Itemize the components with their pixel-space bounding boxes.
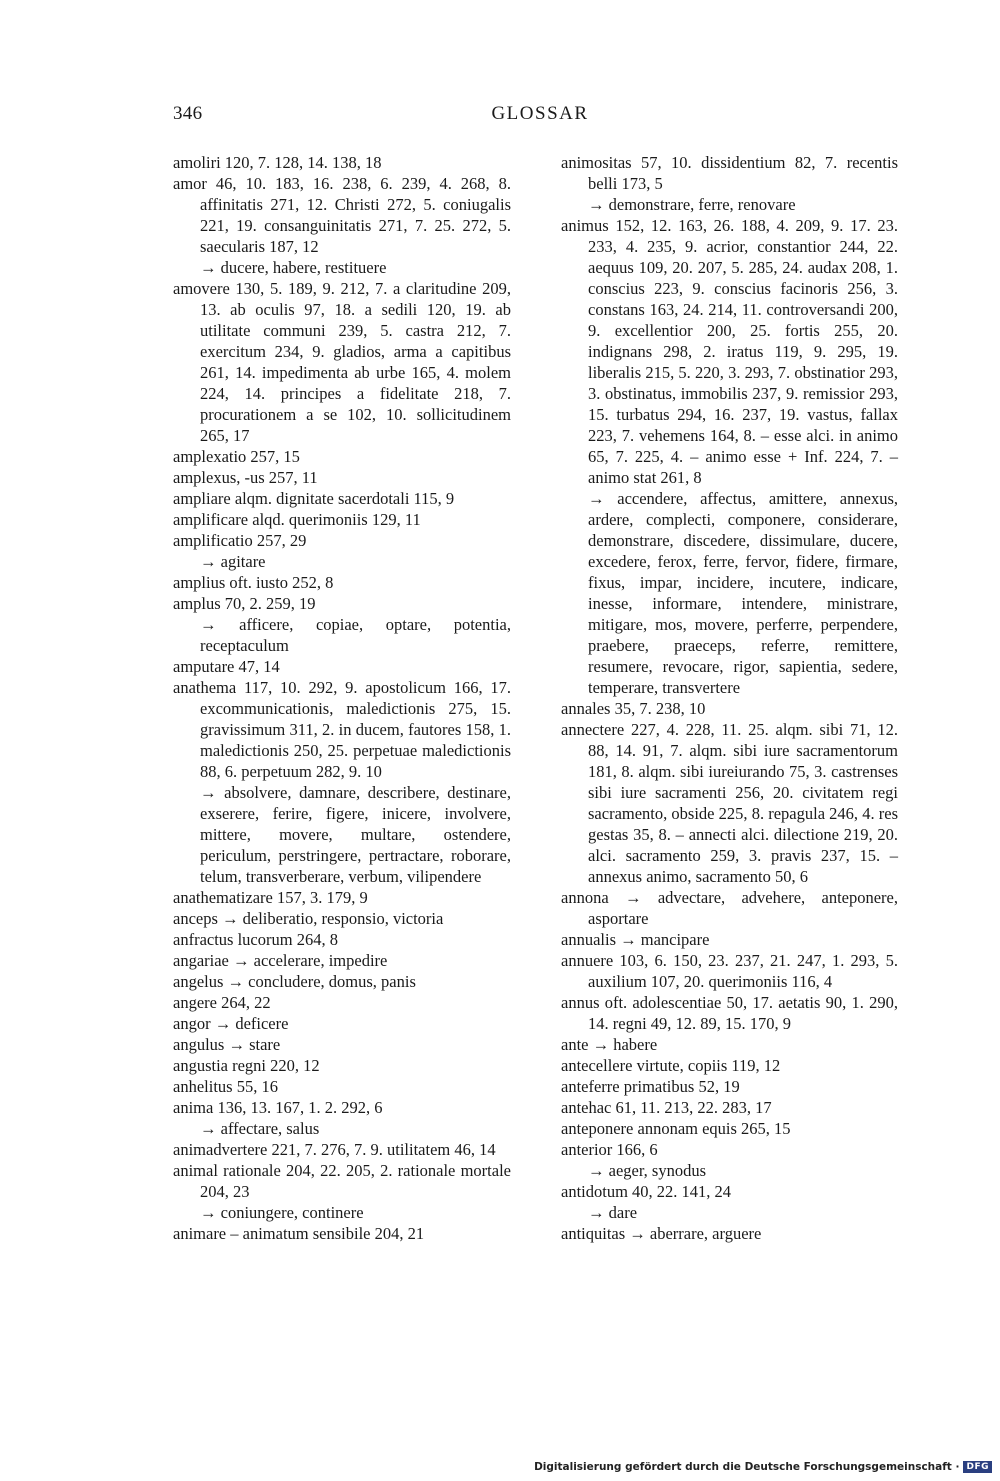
left-column <box>173 152 511 1244</box>
glossary-entry: anteponere annonam equis 265, 15 <box>561 1119 791 1138</box>
glossary-entry: angelus → concludere, domus, panis <box>173 972 416 991</box>
glossary-entry: amoliri 120, 7. 128, 14. 138, 18 <box>173 153 382 172</box>
glossary-entry: amplius oft. iusto 252, 8 <box>173 573 334 592</box>
cross-reference: → affectare, salus <box>200 1119 320 1138</box>
glossary-entry: annales 35, 7. 238, 10 <box>561 699 706 718</box>
glossary-entry: angor → deficere <box>173 1014 289 1033</box>
cross-reference: → agitare <box>200 552 266 571</box>
glossary-entry: amor 46, 10. 183, 16. 238, 6. 239, 4. 268, 8. affinitatis 271, 12. Christi 272, 5. coniugalis 221, 19. consanguinitatis 271, 7. 25. 272, 5. saecularis 187, 12 <box>173 174 511 256</box>
glossary-entry: annuere 103, 6. 150, 23. 237, 21. 247, 1. 293, 5. auxilium 107, 20. querimoniis 116, 4 <box>561 951 898 991</box>
glossary-entry: amovere 130, 5. 189, 9. 212, 7. a claritudine 209, 13. ab oculis 97, 18. a sedili 120, 19. ab utilitate communi 239, 5. castra 212, 7. exercitum 234, 9. gladios, arma a capitibus 261, 14. impedimenta ab urbe 165, 4. molem 224, 14. principes a fidelitate 218, 7. procurationem a se 102, 10. sollicitudinem 265, 17 <box>173 279 511 445</box>
glossary-entry: anima 136, 13. 167, 1. 2. 292, 6 <box>173 1098 383 1117</box>
glossary-entry: amputare 47, 14 <box>173 657 280 676</box>
cross-reference: → dare <box>588 1203 638 1222</box>
cross-reference: → afficere, copiae, optare, potentia, receptaculum <box>200 615 511 655</box>
glossary-entry: angulus → stare <box>173 1035 281 1054</box>
right-column <box>561 152 898 1244</box>
glossary-entry: amplus 70, 2. 259, 19 <box>173 594 316 613</box>
glossary-entry: annona → advectare, advehere, anteponere, asportare <box>561 888 898 928</box>
glossary-entry: annus oft. adolescentiae 50, 17. aetatis 90, 1. 290, 14. regni 49, 12. 89, 15. 170, 9 <box>561 993 898 1033</box>
glossary-entry: animositas 57, 10. dissidentium 82, 7. recentis belli 173, 5 <box>561 153 898 193</box>
cross-reference: → aeger, synodus <box>588 1161 707 1180</box>
glossary-entry: antehac 61, 11. 213, 22. 283, 17 <box>561 1098 772 1117</box>
glossary-entry: animare – animatum sensibile 204, 21 <box>173 1224 425 1243</box>
glossary-entry: ante → habere <box>561 1035 658 1054</box>
cross-reference: → ducere, habere, restituere <box>200 258 387 277</box>
glossary-entry: antiquitas → aberrare, arguere <box>561 1224 762 1243</box>
glossary-entry: anhelitus 55, 16 <box>173 1077 278 1096</box>
glossary-entry: antecellere virtute, copiis 119, 12 <box>561 1056 781 1075</box>
glossary-entry: angustia regni 220, 12 <box>173 1056 320 1075</box>
glossary-entry: amplificare alqd. querimoniis 129, 11 <box>173 510 421 529</box>
glossary-entry: anathema 117, 10. 292, 9. apostolicum 166, 17. excommunicationis, maledictionis 275, 15. gravissimum 311, 2. in ducem, fautores 158, 1. maledictionis 250, 25. perpetuae maledictionis 88, 6. perpetuum 282, 9. 10 <box>173 678 511 781</box>
glossary-entry: animal rationale 204, 22. 205, 2. rationale mortale 204, 23 <box>173 1161 511 1201</box>
glossary-entry: amplexatio 257, 15 <box>173 447 300 466</box>
glossary-entry: anceps → deliberatio, responsio, victoria <box>173 909 444 928</box>
dfg-logo: DFG <box>963 1461 992 1473</box>
funding-note: Digitalisierung gefördert durch die Deutsche Forschungsgemeinschaft · <box>534 1461 960 1473</box>
glossary-entry: annectere 227, 4. 228, 11. 25. alqm. sibi 71, 12. 88, 14. 91, 7. alqm. sibi iure sacramentorum 181, 8. alqm. sibi iureiurando 75, 3. castrenses sibi iure sacramenti 256, 20. civitatem regi sacramento, obside 225, 8. repagula 246, 4. res gestas 35, 8. – annecti alci. dilectione 219, 20. alci. sacramento 259, 3. pravis 237, 15. – annexus animo, sacramento 50, 6 <box>561 720 898 886</box>
running-head: GLOSSAR <box>491 103 589 124</box>
glossary-entry: animadvertere 221, 7. 276, 7. 9. utilitatem 46, 14 <box>173 1140 496 1159</box>
glossary-entry: angariae → accelerare, impedire <box>173 951 388 970</box>
glossary-entry: anfractus lucorum 264, 8 <box>173 930 338 949</box>
cross-reference: → accendere, affectus, amittere, annexus, ardere, complecti, componere, considerare, demonstrare, discedere, dissimulare, ducere, excedere, ferox, ferre, fervor, fidere, firmare, fixus, impar, incidere, incutere, indicare, inesse, informare, intendere, ministrare, mitigare, mos, movere, perferre, perpendere, praebere, praeceps, referre, remittere, resumere, revocare, rigor, sapientia, sedere, temperare, transvertere <box>588 489 898 697</box>
glossary-entry: anathematizare 157, 3. 179, 9 <box>173 888 368 907</box>
cross-reference: → coniungere, continere <box>200 1203 364 1222</box>
glossary-entry: animus 152, 12. 163, 26. 188, 4. 209, 9. 17. 23. 233, 4. 235, 9. acrior, constantior 244, 22. aequus 109, 20. 207, 5. 285, 24. audax 208, 1. conscius 223, 9. conscius facinoris 256, 3. constans 163, 24. 214, 11. controversandi 200, 9. excellentior 200, 25. fortis 255, 20. indignans 298, 2. iratus 119, 9. 295, 19. liberalis 215, 5. 220, 3. 293, 7. obstinatior 293, 3. obstinatus, immobilis 237, 9. remissior 293, 15. turbatus 294, 16. 237, 19. vastus, fallax 223, 7. vehemens 164, 8. – esse alci. in animo 65, 7. 225, 4. – animo esse + Inf. 224, 7. – animo stat 261, 8 <box>561 216 898 487</box>
digitization-credit <box>534 1461 992 1473</box>
glossary-entry: amplexus, -us 257, 11 <box>173 468 318 487</box>
glossary-entry: antidotum 40, 22. 141, 24 <box>561 1182 732 1201</box>
cross-reference: → demonstrare, ferre, renovare <box>588 195 796 214</box>
page-number: 346 <box>173 103 203 124</box>
glossary-entry: amplificatio 257, 29 <box>173 531 307 550</box>
glossary-entry: anteferre primatibus 52, 19 <box>561 1077 740 1096</box>
glossary-entry: annualis → mancipare <box>561 930 710 949</box>
cross-reference: → absolvere, damnare, describere, destinare, exserere, ferire, figere, inicere, involvere, mittere, movere, multare, ostendere, periculum, perstringere, pertractare, roborare, telum, transverberare, verbum, vilipendere <box>200 783 511 886</box>
glossary-entry: ampliare alqm. dignitate sacerdotali 115, 9 <box>173 489 455 508</box>
glossary-entry: angere 264, 22 <box>173 993 271 1012</box>
glossary-entry: anterior 166, 6 <box>561 1140 658 1159</box>
